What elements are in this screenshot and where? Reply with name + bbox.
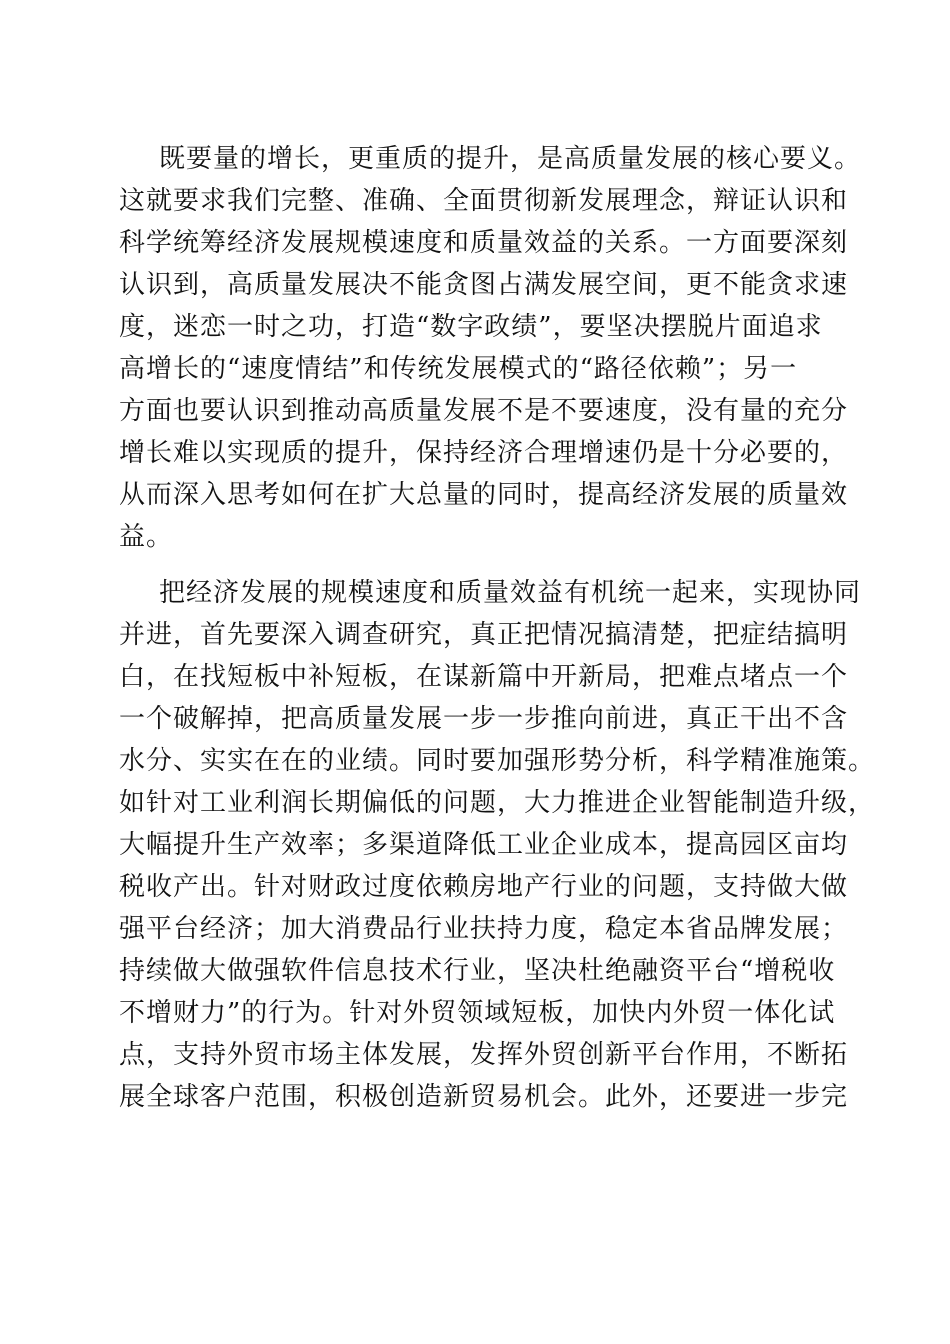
paragraph-line: 大幅提升生产效率；多渠道降低工业企业成本，提高园区亩均	[119, 830, 849, 860]
paragraph-line: 益。	[119, 522, 174, 552]
paragraph-line: 认识到，高质量发展决不能贪图占满发展空间，更不能贪求速	[119, 270, 849, 300]
paragraph-line: 既要量的增长，更重质的提升，是高质量发展的核心要义。	[159, 144, 862, 174]
paragraph-line: 从而深入思考如何在扩大总量的同时，提高经济发展的质量效	[119, 480, 849, 510]
paragraph-line: 度，迷恋一时之功，打造“数字政绩”，要坚决摆脱片面追求	[119, 312, 823, 342]
paragraph-line: 税收产出。针对财政过度依赖房地产行业的问题，支持做大做	[119, 872, 849, 902]
paragraph-2	[119, 572, 876, 1118]
paragraph-line: 这就要求我们完整、准确、全面贯彻新发展理念，辩证认识和	[119, 186, 849, 216]
paragraph-line: 并进，首先要深入调查研究，真正把情况搞清楚，把症结搞明	[119, 620, 849, 650]
paragraph-line: 不增财力”的行为。针对外贸领域短板，加快内外贸一体化试	[119, 998, 836, 1028]
paragraph-line: 强平台经济；加大消费品行业扶持力度，稳定本省品牌发展；	[119, 914, 849, 944]
paragraph-line: 增长难以实现质的提升，保持经济合理增速仍是十分必要的，	[119, 438, 849, 468]
paragraph-line: 方面也要认识到推动高质量发展不是不要速度，没有量的充分	[119, 396, 849, 426]
paragraph-line: 点，支持外贸市场主体发展，发挥外贸创新平台作用，不断拓	[119, 1040, 849, 1070]
paragraph-line: 科学统筹经济发展规模速度和质量效益的关系。一方面要深刻	[119, 228, 849, 258]
paragraph-line: 把经济发展的规模速度和质量效益有机统一起来，实现协同	[159, 578, 862, 608]
paragraph-line: 持续做大做强软件信息技术行业，坚决杜绝融资平台“增税收	[119, 956, 836, 986]
paragraph-line: 如针对工业利润长期偏低的问题，大力推进企业智能制造升级，	[119, 788, 876, 818]
paragraph-line: 水分、实实在在的业绩。同时要加强形势分析，科学精准施策。	[119, 746, 876, 776]
paragraph-line: 高增长的“速度情结”和传统发展模式的“路径依赖”；另一	[119, 354, 798, 384]
paragraph-line: 白，在找短板中补短板，在谋新篇中开新局，把难点堵点一个	[119, 662, 849, 692]
paragraph-spacer	[119, 558, 839, 572]
paragraph-line: 一个破解掉，把高质量发展一步一步推向前进，真正干出不含	[119, 704, 849, 734]
paragraph-1	[119, 138, 862, 558]
document-body	[119, 138, 876, 1118]
paragraph-line: 展全球客户范围，积极创造新贸易机会。此外，还要进一步完	[119, 1082, 849, 1112]
